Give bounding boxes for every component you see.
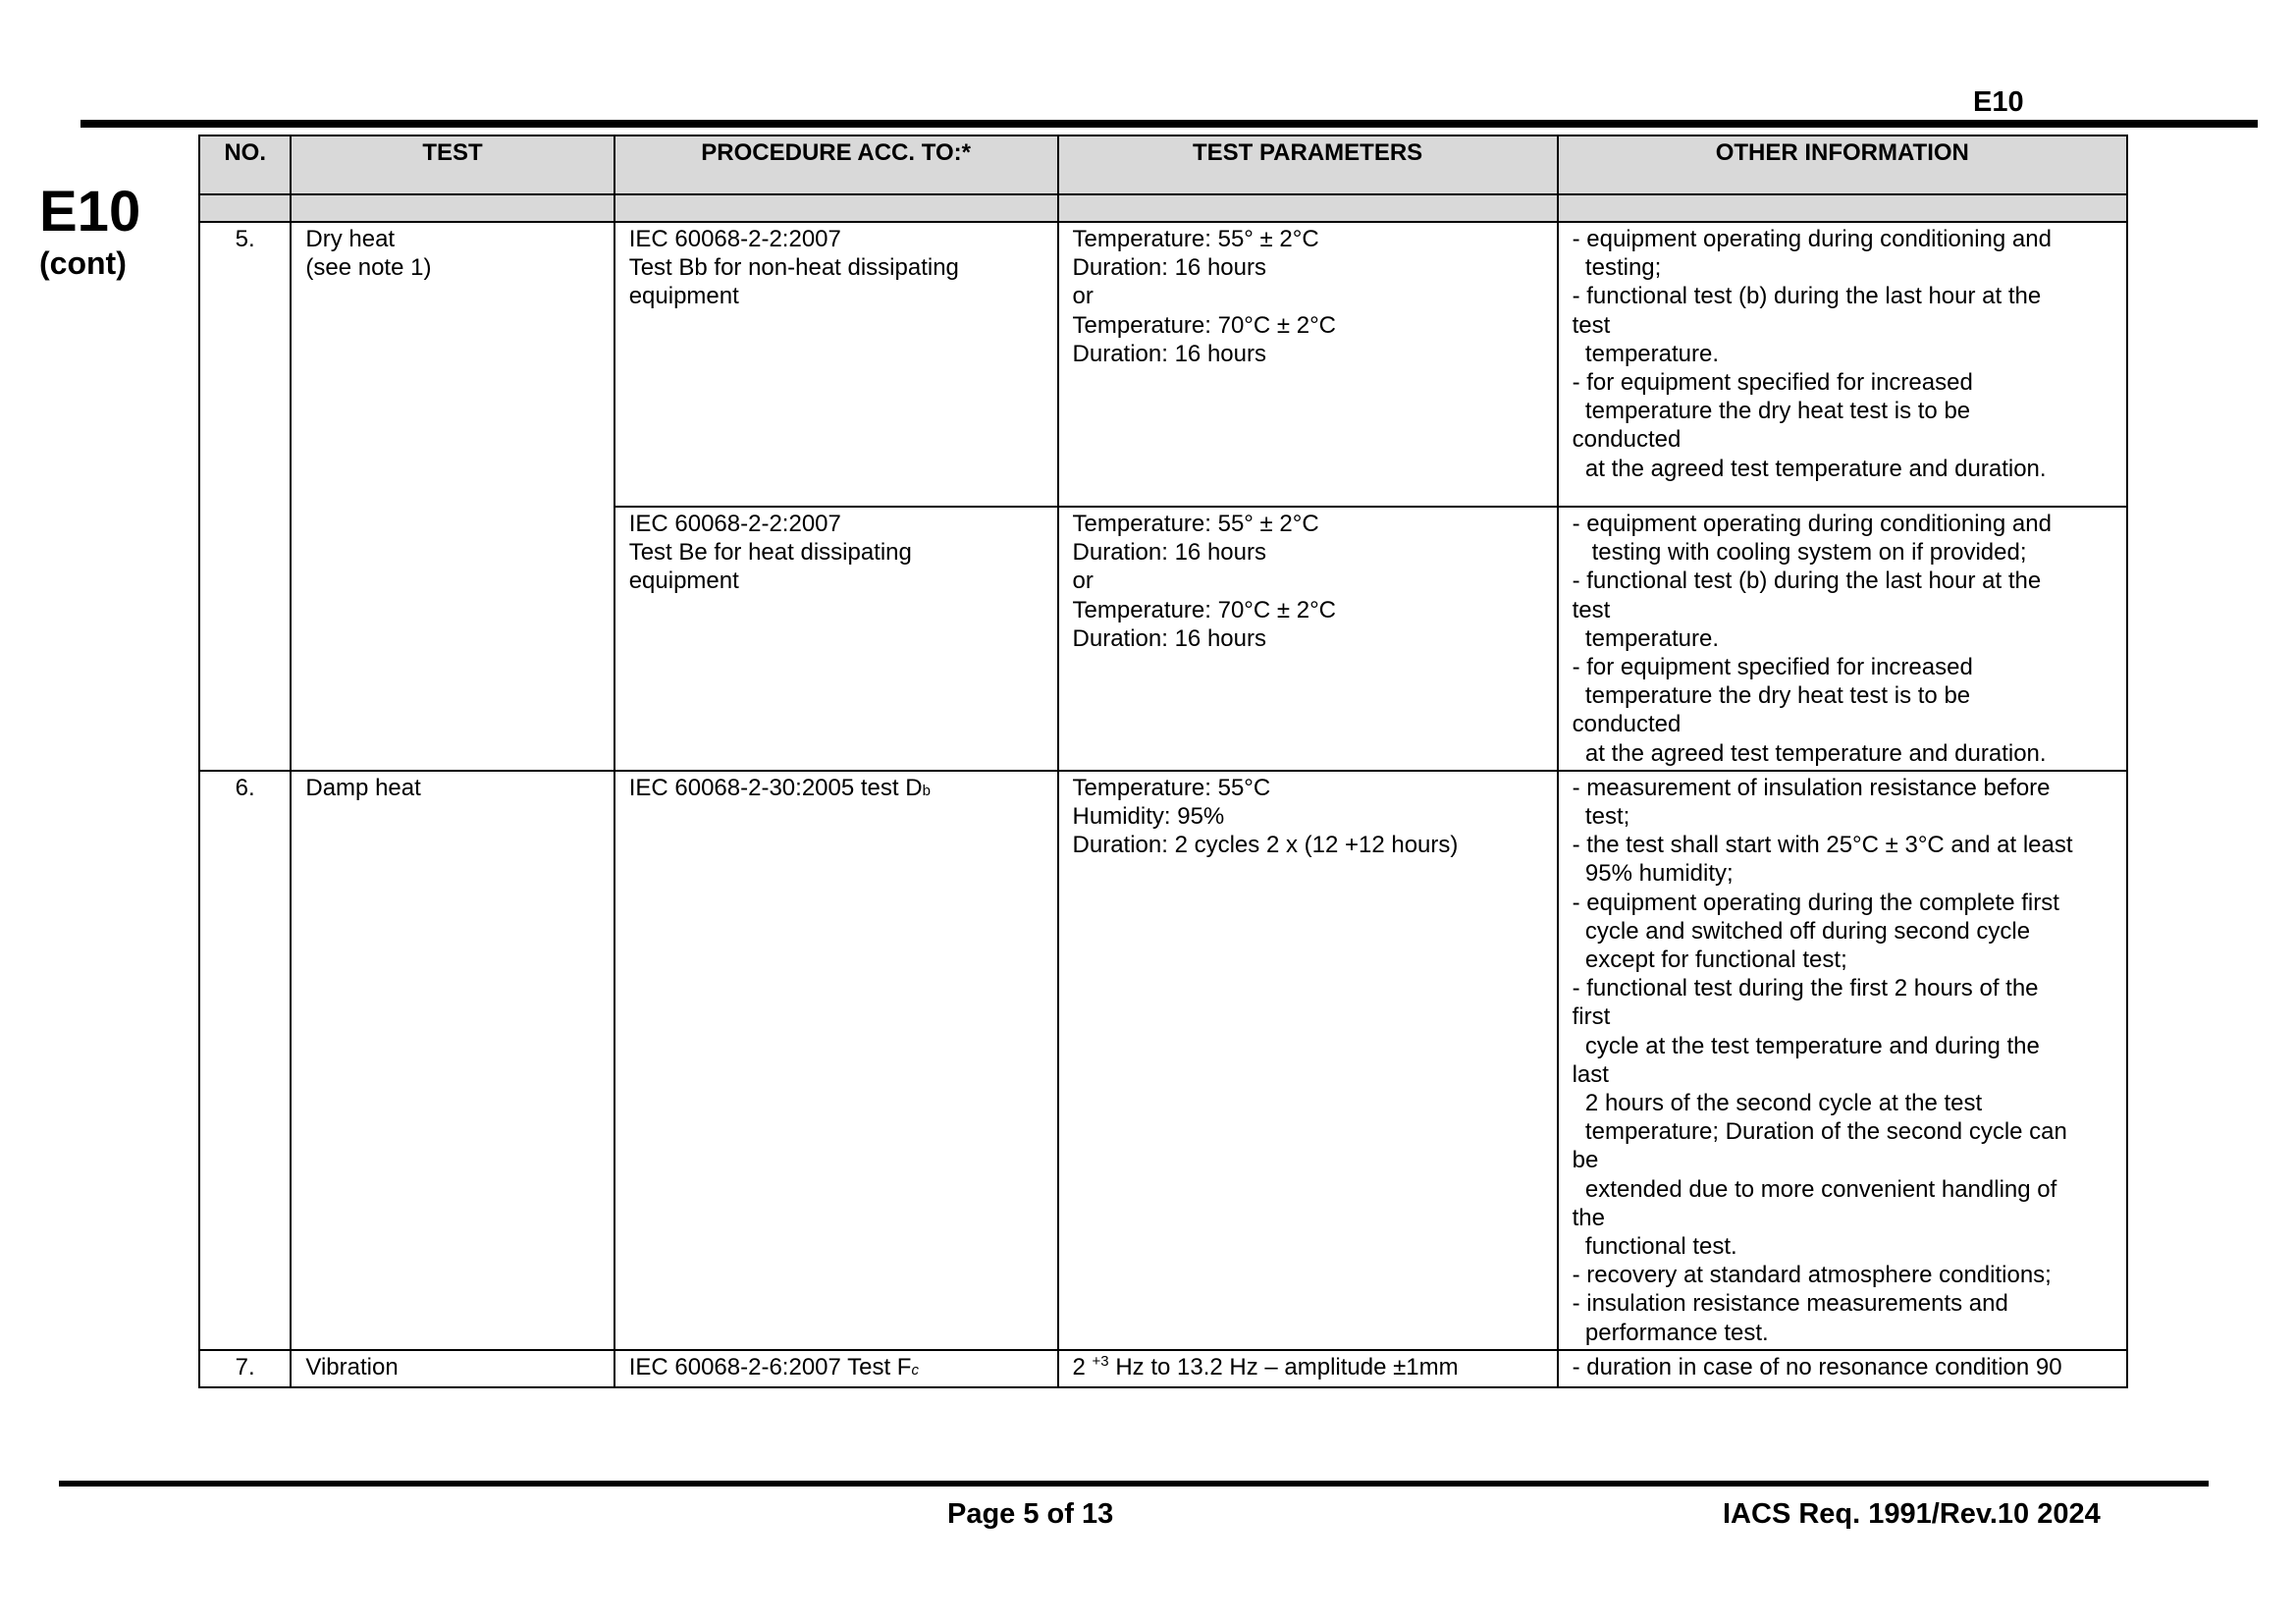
table-row-6-damp-heat	[199, 771, 2127, 1350]
row-7-test-name: Vibration	[291, 1350, 614, 1387]
row-5a-procedure: IEC 60068-2-2:2007 Test Bb for non-heat dissipating equipment	[614, 222, 1058, 507]
page-number: Page 5 of 13	[947, 1498, 1114, 1530]
document-reference: IACS Req. 1991/Rev.10 2024	[1723, 1498, 2101, 1530]
row-7-number: 7.	[199, 1350, 291, 1387]
column-header-test: TEST	[291, 135, 614, 194]
row-6-other-information: - measurement of insulation resistance before test; - the test shall start with 25°C ± 3°C and at least 95% humidity; - equipment operating during the complete first cycle and switched off during second cycle except for functional test; - functional test during the first 2 hours of the first cycle at the test temperature and during the last 2 hours of the second cycle at the test temperature; Duration of the second cycle can be extended due to more convenient handling of the functional test. - recovery at standard atmosphere conditions; - insulation resistance measurements and performance test.	[1558, 771, 2127, 1350]
side-document-code: E10	[39, 180, 141, 243]
table-row-5-dry-heat-bb	[199, 222, 2127, 507]
column-header-no: NO.	[199, 135, 291, 194]
row-6-test-name: Damp heat	[291, 771, 614, 1350]
row-6-parameters: Temperature: 55°C Humidity: 95% Duration: 2 cycles 2 x (12 +12 hours)	[1058, 771, 1558, 1350]
row-6-number: 6.	[199, 771, 291, 1350]
row-5-number: 5.	[199, 222, 291, 771]
header-rule	[80, 120, 2258, 128]
row-5b-procedure: IEC 60068-2-2:2007 Test Be for heat dissipating equipment	[614, 507, 1058, 771]
row-7-parameters: 2 $^{+3}$ Hz to 13.2 Hz – amplitude ±1mm	[1058, 1350, 1558, 1387]
row-5-test-name: Dry heat (see note 1)	[291, 222, 614, 771]
row-5a-parameters: Temperature: 55° ± 2°C Duration: 16 hours or Temperature: 70°C ± 2°C Duration: 16 hours	[1058, 222, 1558, 507]
column-header-procedure: PROCEDURE ACC. TO:*	[614, 135, 1058, 194]
row-7-procedure: IEC 60068-2-6:2007 Test Fc	[614, 1350, 1058, 1387]
table-header-row	[199, 135, 2127, 194]
row-5b-parameters: Temperature: 55° ± 2°C Duration: 16 hours or Temperature: 70°C ± 2°C Duration: 16 hours	[1058, 507, 1558, 771]
side-cont-label: (cont)	[39, 245, 127, 281]
header-document-code: E10	[1973, 86, 2024, 118]
row-5a-other-information: - equipment operating during conditioning and testing; - functional test (b) during the last hour at the test temperature. - for equipment specified for increased temperature the dry heat test is to be conducted at the agreed test temperature and duration.	[1558, 222, 2127, 507]
footer-rule	[59, 1481, 2209, 1487]
column-header-other-information: OTHER INFORMATION	[1558, 135, 2127, 194]
header-spacer-row	[199, 194, 2127, 222]
test-specification-table	[198, 135, 2128, 1388]
table-row-7-vibration	[199, 1350, 2127, 1387]
row-7-other-information: - duration in case of no resonance condition 90	[1558, 1350, 2127, 1387]
row-5b-other-information: - equipment operating during conditioning and testing with cooling system on if provided; - functional test (b) during the last hour at the test temperature. - for equipment specified for increased temperature the dry heat test is to be conducted at the agreed test temperature and duration.	[1558, 507, 2127, 771]
column-header-parameters: TEST PARAMETERS	[1058, 135, 1558, 194]
row-6-procedure: IEC 60068-2-30:2005 test Db	[614, 771, 1058, 1350]
